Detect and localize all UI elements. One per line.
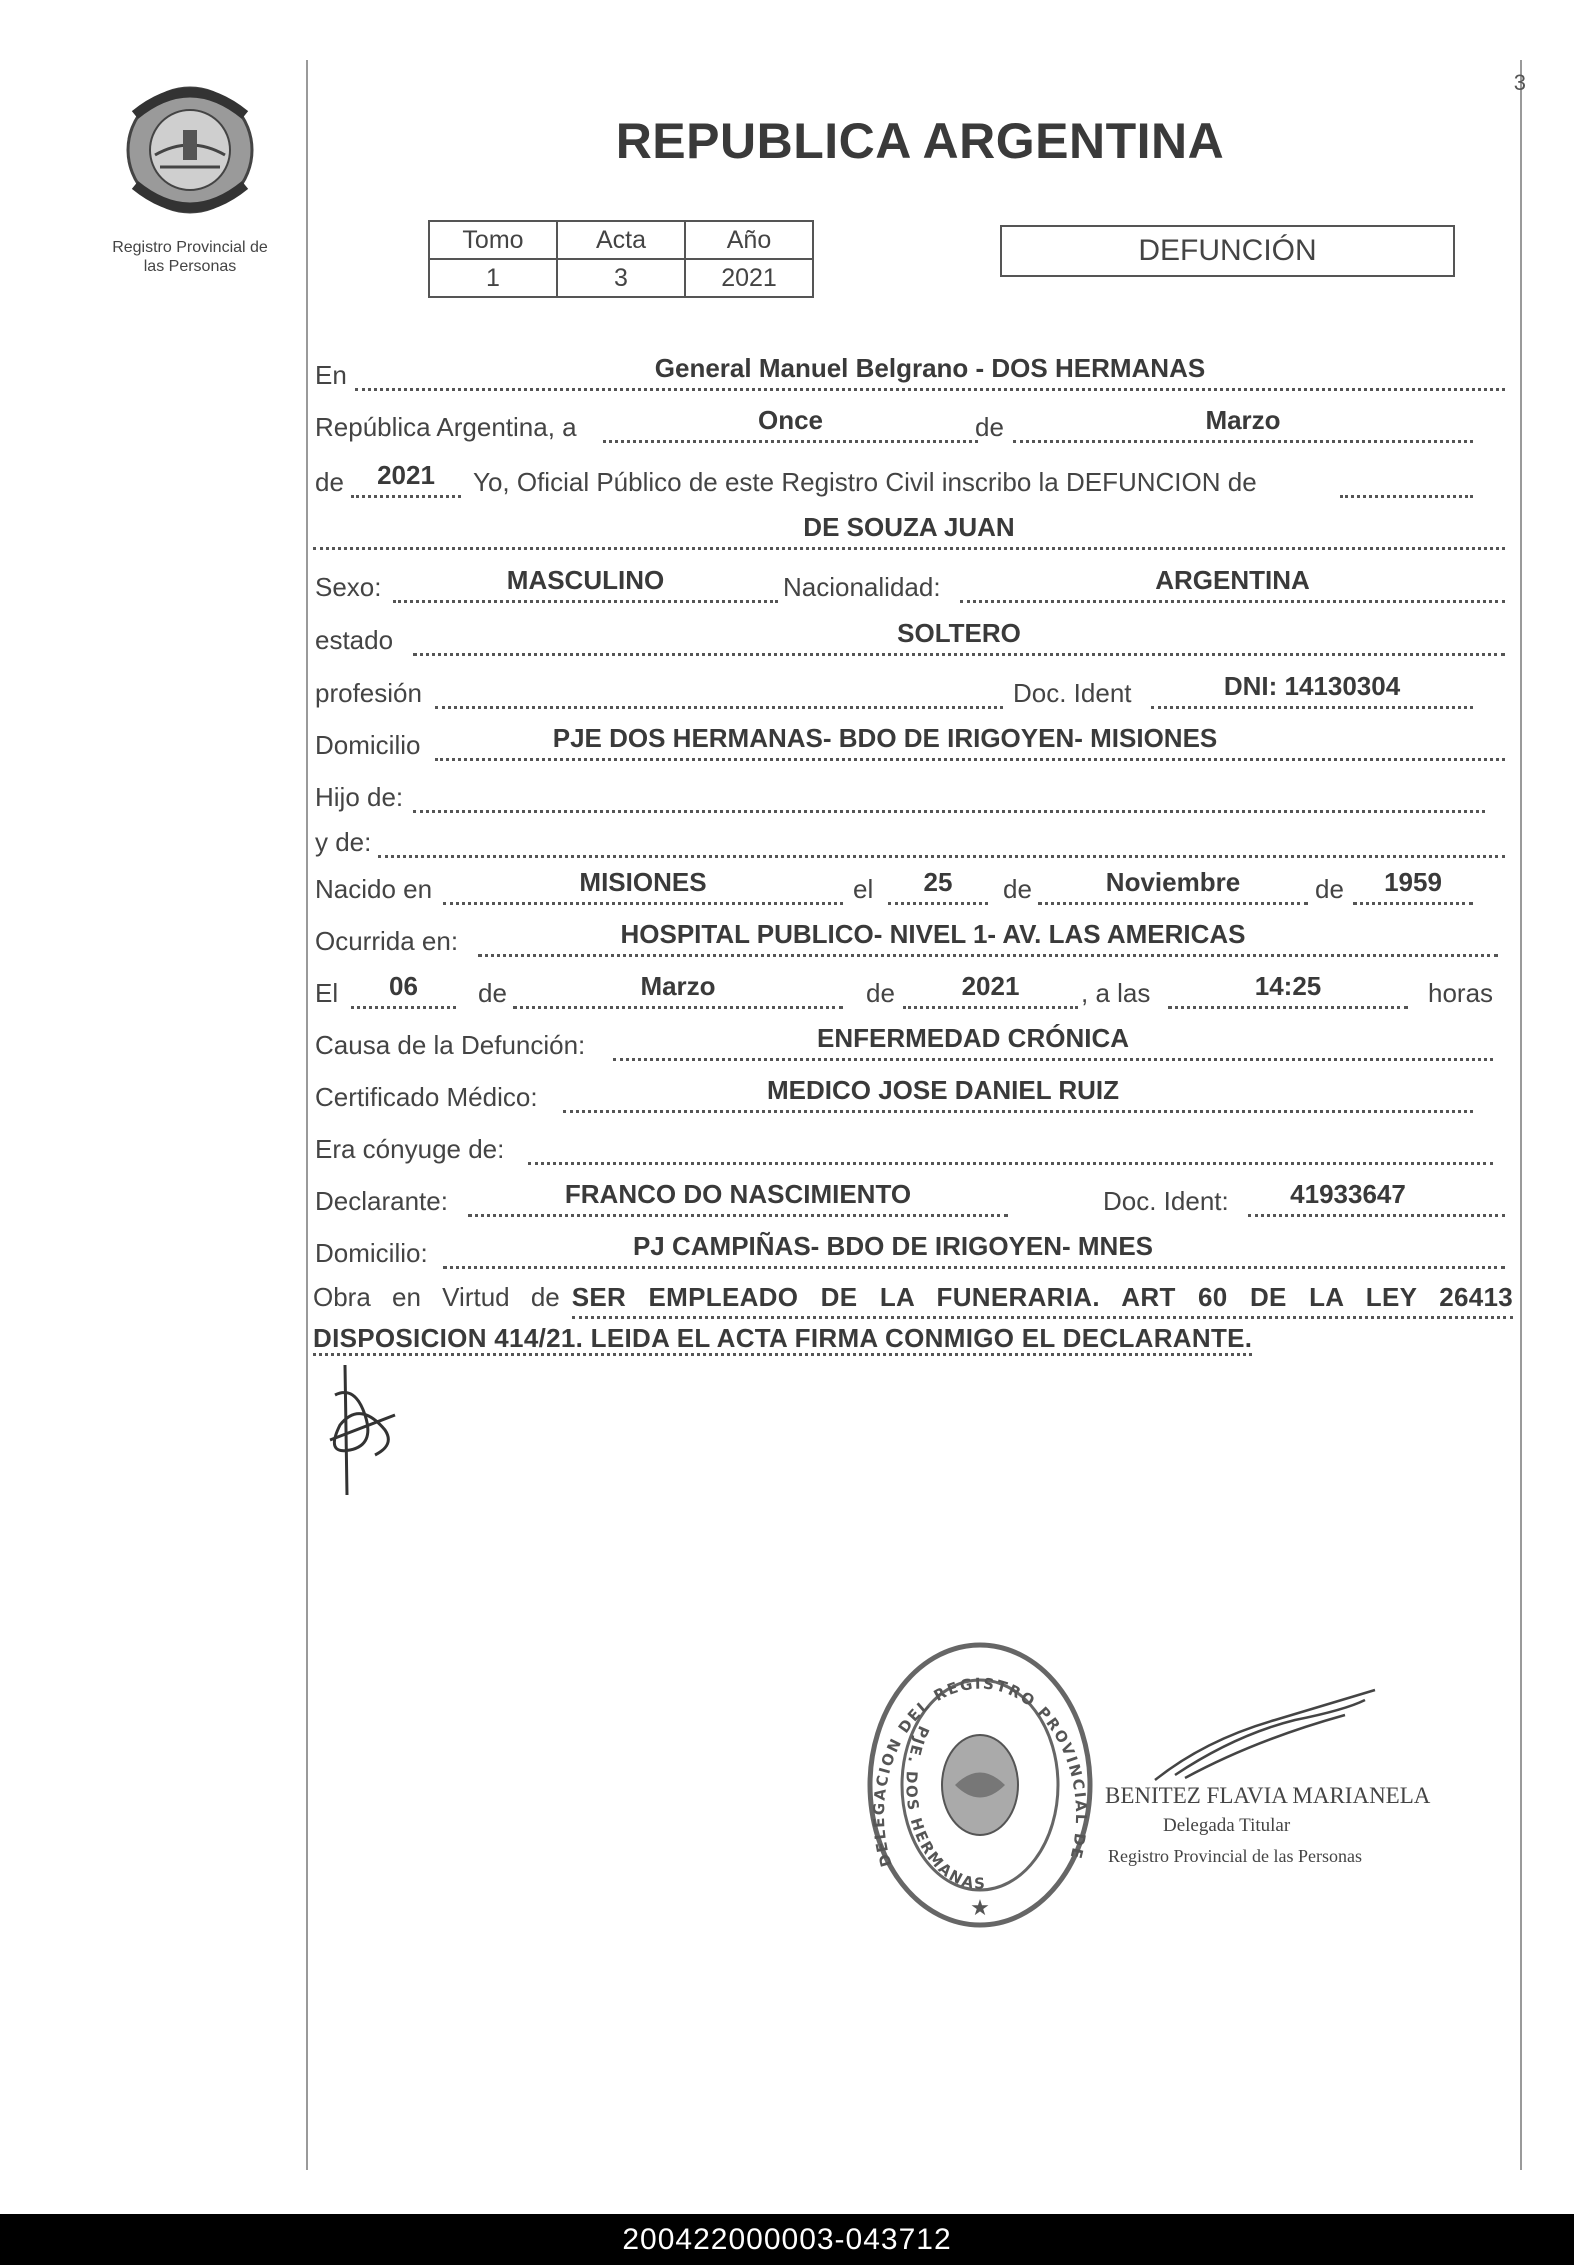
doc-ident-value: DNI: 14130304: [1223, 671, 1401, 701]
ocurrida-label: Ocurrida en:: [315, 926, 459, 956]
signatory-org: Registro Provincial de las Personas: [1108, 1846, 1362, 1866]
signatory-role: Delegada Titular: [1163, 1815, 1291, 1836]
obra-line2: DISPOSICION 414/21. LEIDA EL ACTA FIRMA CONMIGO EL DECLARANTE.: [313, 1323, 1252, 1356]
stamp-outer-text: DELEGACION DEL REGISTRO PROVINCIAL DE: [869, 1674, 1091, 1869]
document-type-box: DEFUNCIÓN: [1000, 225, 1455, 277]
tomo-acta-anio-table: [428, 220, 814, 298]
yde-label: y de:: [315, 827, 372, 857]
domicilio-value: PJE DOS HERMANAS- BDO DE IRIGOYEN- MISIONES: [552, 723, 1218, 753]
de-label: de: [975, 412, 1004, 442]
logo-caption: Registro Provincial de las Personas: [112, 239, 268, 275]
doc-ident-label: Doc. Ident: [1013, 678, 1132, 708]
def-anio-value: 2021: [961, 971, 1020, 1001]
row-fecha: [313, 400, 1513, 448]
dia-value: Once: [757, 405, 824, 435]
lugar-value: General Manuel Belgrano - DOS HERMANAS: [654, 353, 1206, 383]
declarante-label: Declarante:: [315, 1186, 448, 1216]
anio-value: 2021: [377, 460, 435, 490]
footer-bar: [0, 2214, 1574, 2265]
left-margin-line: [306, 60, 308, 2170]
def-de1-label: de: [478, 978, 507, 1008]
el2-label: El: [315, 978, 339, 1008]
estado-value: SOLTERO: [897, 618, 1021, 648]
row-certificado: [313, 1070, 1513, 1118]
alas-label: , a las: [1081, 978, 1151, 1008]
nac-anio-value: 1959: [1384, 867, 1442, 897]
acta-label: Acta: [557, 221, 685, 259]
nac-mes-value: Noviembre: [1105, 867, 1241, 897]
svg-text:★: ★: [970, 1896, 990, 1921]
signatory-name: BENITEZ FLAVIA MARIANELA: [1105, 1783, 1431, 1808]
obra-en-virtud: [313, 1278, 1513, 1357]
conyuge-line: [528, 1122, 1493, 1165]
sexo-value: MASCULINO: [506, 565, 665, 595]
nacido-value: MISIONES: [579, 867, 707, 897]
nac-de2-label: de: [1315, 874, 1344, 904]
row-ocurrida: [313, 914, 1513, 962]
horas-label: horas: [1428, 978, 1494, 1008]
conyuge-label: Era cónyuge de:: [315, 1134, 505, 1164]
hora-value: 14:25: [1254, 971, 1322, 1001]
tomo-value: 1: [429, 259, 557, 297]
right-margin-line: [1520, 60, 1522, 2170]
nac-de1-label: de: [1003, 874, 1032, 904]
profesion-label: profesión: [315, 678, 422, 708]
row-conyuge: [313, 1122, 1513, 1170]
nombre-value: DE SOUZA JUAN: [803, 512, 1015, 542]
def-dia-value: 06: [389, 971, 418, 1001]
row-yde: [313, 815, 1513, 863]
row-lugar: [313, 348, 1513, 396]
en-label: En: [315, 360, 347, 390]
page-number: 3: [1513, 70, 1526, 95]
row-domicilio: [313, 718, 1513, 766]
declarant-signature: [315, 1355, 405, 1515]
stamp-inner-text: PJE. DOS HERMANAS: [902, 1723, 988, 1893]
row-domicilio2: [313, 1226, 1513, 1274]
oficial-text: Yo, Oficial Público de este Registro Civil inscribo la DEFUNCION de: [473, 467, 1257, 497]
el-label: el: [853, 874, 874, 904]
row-sexo: [313, 560, 1513, 608]
certificado-value: MEDICO JOSE DANIEL RUIZ: [766, 1075, 1119, 1105]
row-causa: [313, 1018, 1513, 1066]
row-hijo: [313, 770, 1513, 818]
estado-label: estado: [315, 625, 394, 655]
provincial-seal-logo: [115, 75, 265, 225]
official-signature: [1145, 1680, 1385, 1790]
nacionalidad-value: ARGENTINA: [1155, 565, 1310, 595]
domicilio2-label: Domicilio:: [315, 1238, 428, 1268]
nacionalidad-label: Nacionalidad:: [783, 572, 941, 602]
tomo-label: Tomo: [429, 221, 557, 259]
anio-value: 2021: [685, 259, 813, 297]
oficial-line: [1340, 455, 1473, 498]
footer-code: 200422000003-043712: [622, 2223, 952, 2256]
certificado-label: Certificado Médico:: [315, 1082, 538, 1112]
nac-dia-value: 25: [923, 867, 953, 897]
causa-label: Causa de la Defunción:: [315, 1030, 586, 1060]
doc-ident2-value: 41933647: [1290, 1179, 1406, 1209]
row-declarante: [313, 1174, 1513, 1222]
nacido-label: Nacido en: [315, 874, 433, 904]
causa-value: ENFERMEDAD CRÓNICA: [817, 1023, 1129, 1053]
obra-line1: SER EMPLEADO DE LA FUNERARIA. ART 60 DE LA LEY 26413: [572, 1278, 1513, 1319]
row-nombre: [313, 507, 1513, 555]
anio-label: Año: [685, 221, 813, 259]
ocurrida-value: HOSPITAL PUBLICO- NIVEL 1- AV. LAS AMERICAS: [620, 919, 1246, 949]
domicilio-label: Domicilio: [315, 730, 421, 760]
row-estado: [313, 613, 1513, 661]
profesion-line: [435, 666, 1003, 709]
hijo-label: Hijo de:: [315, 782, 404, 812]
row-fecha-defuncion: [313, 966, 1513, 1014]
mes-value: Marzo: [1205, 405, 1281, 435]
def-de2-label: de: [866, 978, 895, 1008]
doc-ident2-label: Doc. Ident:: [1103, 1186, 1229, 1216]
row-profesion: [313, 666, 1513, 714]
domicilio2-value: PJ CAMPIÑAS- BDO DE IRIGOYEN- MNES: [632, 1231, 1154, 1261]
official-stamp: [860, 1635, 1100, 1935]
republica-label: República Argentina, a: [315, 412, 577, 442]
acta-value: 3: [557, 259, 685, 297]
hijo-line: [413, 770, 1485, 813]
def-mes-value: Marzo: [640, 971, 716, 1001]
sexo-label: Sexo:: [315, 572, 382, 602]
anio-de-label: de: [315, 467, 344, 497]
page-title: REPUBLICA ARGENTINA: [615, 113, 1225, 169]
obra-label: Obra en Virtud de: [313, 1282, 560, 1312]
declarante-value: FRANCO DO NASCIMIENTO: [564, 1179, 912, 1209]
row-nacido: [313, 862, 1513, 910]
row-oficial: [313, 455, 1513, 503]
yde-line: [378, 815, 1505, 858]
